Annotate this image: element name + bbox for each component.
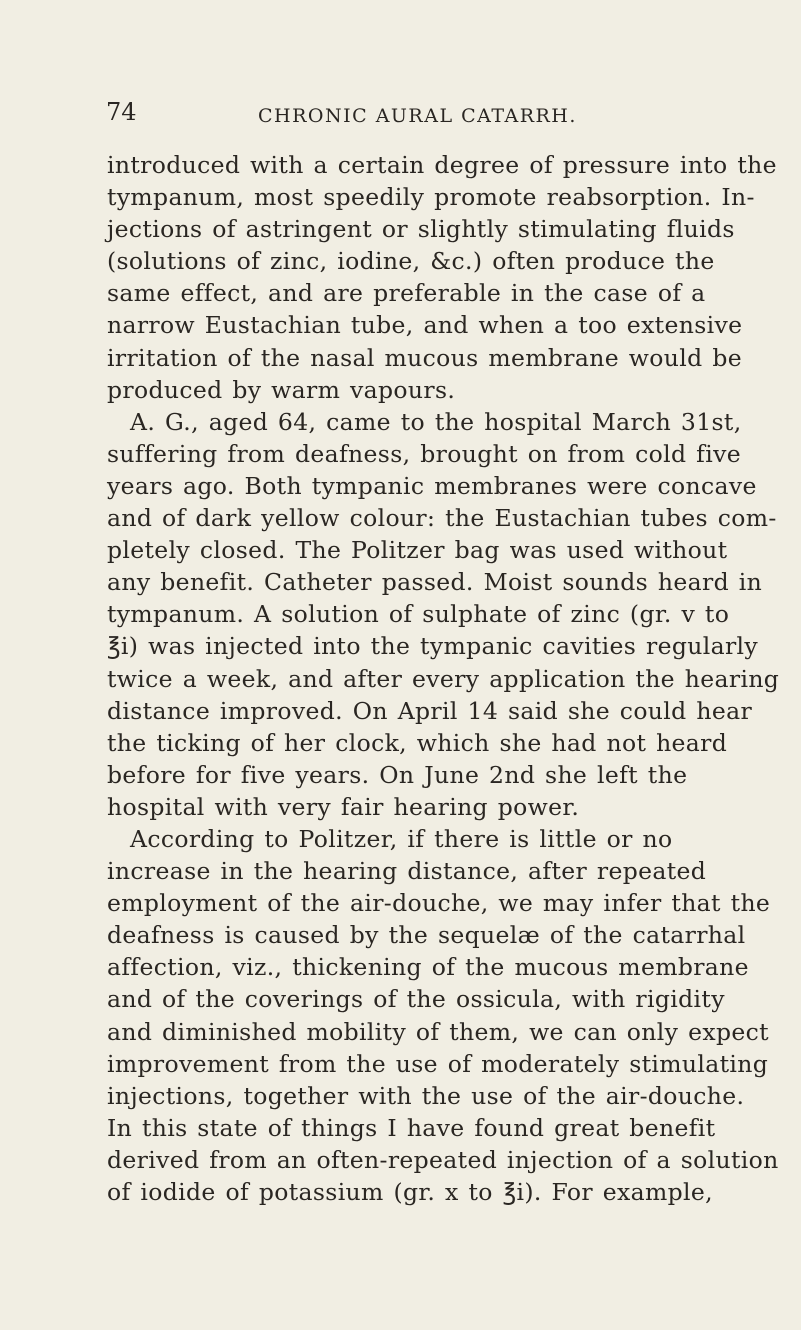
text-line: same effect, and are preferable in the case of a	[107, 279, 706, 308]
text-line: increase in the hearing distance, after repeated	[107, 857, 707, 886]
text-line: (solutions of zinc, iodine, &c.) often produce the	[107, 247, 715, 276]
text-line: hospital with very fair hearing power.	[107, 792, 580, 821]
text-line: and of the coverings of the ossicula, with rigidity	[107, 985, 725, 1014]
text-line: produced by warm vapours.	[107, 375, 456, 404]
text-line: and diminished mobility of them, we can only expect	[107, 1017, 769, 1046]
text-line: of iodide of potassium (gr. x to ℥i). For example,	[107, 1178, 713, 1206]
text-line: any benefit. Catheter passed. Moist sounds heard in	[107, 568, 763, 597]
text-line: irritation of the nasal mucous membrane would be	[107, 343, 742, 372]
text-line: the ticking of her clock, which she had not heard	[107, 728, 728, 757]
text-line: before for five years. On June 2nd she left the	[107, 760, 688, 789]
paragraph-start-line: According to Politzer, if there is little or no	[130, 824, 673, 853]
text-line: improvement from the use of moderately stimulating	[107, 1049, 769, 1078]
text-line: and of dark yellow colour: the Eustachian tubes com-	[107, 504, 777, 533]
text-line: narrow Eustachian tube, and when a too extensive	[107, 311, 743, 340]
page-header	[0, 100, 801, 140]
text-line: distance improved. On April 14 said she could hear	[107, 696, 753, 725]
text-line: deafness is caused by the sequelæ of the catarrhal	[107, 921, 746, 950]
text-line: tympanum. A solution of sulphate of zinc (gr. v to	[107, 600, 730, 629]
text-line: pletely closed. The Politzer bag was used without	[107, 536, 728, 565]
text-line: derived from an often-repeated injection of a solution	[107, 1145, 779, 1174]
text-line: injections, together with the use of the air-douche.	[107, 1081, 745, 1110]
text-line: In this state of things I have found great benefit	[107, 1113, 716, 1142]
text-line: twice a week, and after every application the hearing	[107, 664, 780, 693]
text-line: ℥i) was injected into the tympanic cavities regularly	[107, 632, 759, 661]
text-line: tympanum, most speedily promote reabsorption. In-	[107, 183, 755, 212]
running-title: CHRONIC AURAL CATARRH.	[258, 105, 577, 127]
text-line: years ago. Both tympanic membranes were concave	[107, 471, 757, 500]
page-number: 74	[106, 98, 137, 126]
text-line: introduced with a certain degree of pressure into the	[107, 151, 777, 179]
paragraph-start-line: A. G., aged 64, came to the hospital March 31st,	[130, 407, 742, 436]
text-line: suffering from deafness, brought on from cold five	[107, 439, 741, 468]
body-text	[107, 149, 801, 1208]
text-line: jections of astringent or slightly stimulating fluids	[107, 215, 735, 244]
text-line: affection, viz., thickening of the mucous membrane	[107, 953, 749, 982]
text-line: employment of the air-douche, we may infer that the	[107, 889, 771, 918]
